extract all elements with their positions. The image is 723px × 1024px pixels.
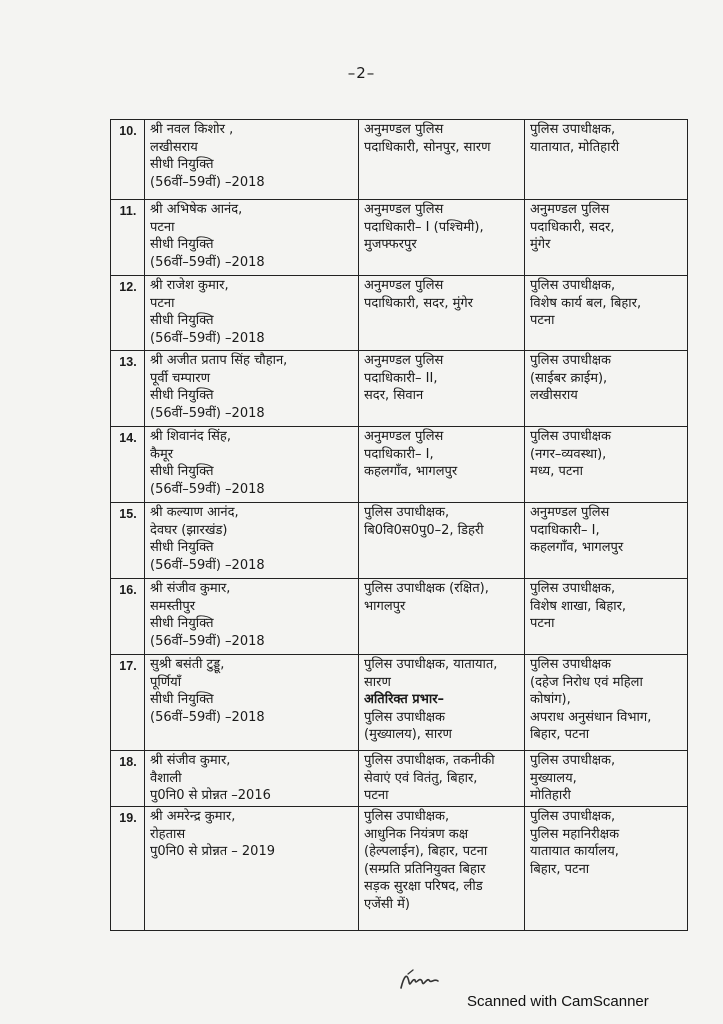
serial-number-cell: 16.	[111, 579, 145, 655]
cell-text-line: पुलिस उपाधीक्षक,	[530, 122, 616, 137]
page-number: –2–	[347, 64, 376, 82]
new-post-cell	[525, 276, 688, 351]
current-post-cell	[359, 120, 525, 200]
current-post-cell	[359, 276, 525, 351]
cell-text-line: पुलिस उपाधीक्षक (रक्षित),	[364, 581, 489, 596]
cell-text-line: मध्य, पटना	[530, 464, 583, 479]
cell-text-line: पदाधिकारी– I,	[364, 446, 434, 462]
serial-number-cell: 19.	[111, 807, 145, 931]
cell-text-line: श्री शिवानंद सिंह,	[150, 429, 231, 444]
cell-text-line: (सम्प्रति प्रतिनियुक्त बिहार	[364, 861, 486, 877]
officer-cell	[145, 351, 359, 427]
cell-text-line: बि0वि0स0पु0–2, डिहरी	[364, 522, 484, 538]
cell-text-line: श्री अभिषेक आनंद,	[150, 202, 243, 217]
cell-text-line: पुलिस उपाधीक्षक,	[530, 753, 616, 768]
new-post-cell	[525, 200, 688, 276]
cell-text-line: पदाधिकारी, सदर,	[530, 219, 615, 235]
cell-text-line: बिहार, पटना	[530, 861, 590, 877]
table-row	[111, 427, 688, 503]
cell-text-line: श्री नवल किशोर ,	[150, 122, 234, 137]
officer-cell	[145, 655, 359, 751]
cell-text-line: मुंगेर	[530, 237, 551, 252]
cell-text-line: आधुनिक नियंत्रण कक्ष	[364, 826, 469, 842]
cell-text-line: (56वीं–59वीं) –2018	[150, 405, 265, 421]
cell-text-line: सड़क सुरक्षा परिषद, लीड	[364, 879, 483, 894]
cell-text-line: पुलिस उपाधीक्षक,	[530, 278, 616, 293]
cell-text-line: पुलिस उपाधीक्षक, तकनीकी	[364, 753, 495, 768]
cell-text-line: विशेष शाखा, बिहार,	[530, 598, 627, 614]
cell-text-line: पुलिस उपाधीक्षक,	[364, 505, 450, 520]
officer-cell	[145, 276, 359, 351]
cell-text-line: यातायात, मोतिहारी	[530, 139, 620, 155]
table-row	[111, 655, 688, 751]
serial-number-cell: 17.	[111, 655, 145, 751]
cell-text-line: (दहेज निरोध एवं महिला	[530, 674, 643, 690]
officer-cell	[145, 427, 359, 503]
current-post-cell	[359, 503, 525, 579]
cell-text-line: सदर, सिवान	[364, 388, 424, 403]
cell-text-line: अनुमण्डल पुलिस	[364, 278, 444, 293]
cell-text-line: (56वीं–59वीं) –2018	[150, 709, 265, 725]
cell-text-line: सीधी नियुक्ति	[150, 540, 214, 555]
cell-text-line: अनुमण्डल पुलिस	[364, 122, 444, 137]
serial-number-cell: 10.	[111, 120, 145, 200]
posting-table	[110, 119, 688, 931]
cell-text-line: सीधी नियुक्ति	[150, 692, 214, 707]
cell-text-line: श्री अमरेन्द्र कुमार,	[150, 809, 236, 824]
new-post-cell	[525, 655, 688, 751]
cell-text-line: रोहतास	[150, 826, 186, 842]
table-body	[111, 120, 688, 931]
cell-text-line: पुलिस उपाधीक्षक, यातायात,	[364, 657, 498, 672]
cell-text-line: पटना	[150, 219, 175, 235]
cell-text-line: अपराध अनुसंधान विभाग,	[530, 709, 652, 725]
cell-text-line: सेवाएं एवं वितंतु, बिहार,	[364, 770, 478, 786]
cell-text-line: पदाधिकारी, सोनपुर, सारण	[364, 139, 491, 155]
serial-number-cell: 12.	[111, 276, 145, 351]
cell-text-line: अनुमण्डल पुलिस	[530, 202, 610, 217]
signature-image	[398, 966, 442, 994]
table-row	[111, 351, 688, 427]
officer-cell	[145, 120, 359, 200]
table-row	[111, 579, 688, 655]
cell-text-line: पुलिस उपाधीक्षक,	[530, 581, 616, 596]
new-post-cell	[525, 503, 688, 579]
cell-text-line: पटना	[530, 313, 555, 328]
cell-text-line: मोतिहारी	[530, 788, 571, 803]
cell-text-line: पुलिस उपाधीक्षक	[530, 353, 612, 368]
current-post-cell	[359, 427, 525, 503]
cell-text-line: (हेल्पलाईन), बिहार, पटना	[364, 844, 488, 859]
cell-text-line: सीधी नियुक्ति	[150, 388, 214, 403]
cell-text-line: पु0नि0 से प्रोन्नत –2016	[150, 788, 271, 803]
cell-text-line: पदाधिकारी– I (पश्चिमी),	[364, 219, 484, 235]
cell-text-line: (56वीं–59वीं) –2018	[150, 330, 265, 346]
new-post-cell	[525, 427, 688, 503]
cell-text-line: कोषांग),	[530, 692, 571, 707]
cell-text-line: अनुमण्डल पुलिस	[364, 202, 444, 217]
cell-text-line: पदाधिकारी– II,	[364, 370, 438, 386]
serial-number-cell: 13.	[111, 351, 145, 427]
cell-text-line: पुलिस उपाधीक्षक,	[530, 809, 616, 824]
officer-cell	[145, 807, 359, 931]
cell-text-line: पुलिस महानिरीक्षक	[530, 826, 620, 842]
officer-cell	[145, 503, 359, 579]
cell-text-line: लखीसराय	[150, 139, 198, 155]
cell-text-line: सारण	[364, 674, 391, 690]
serial-number-cell: 14.	[111, 427, 145, 503]
cell-text-line: समस्तीपुर	[150, 598, 196, 614]
table-row	[111, 807, 688, 931]
current-post-cell	[359, 751, 525, 807]
serial-number-cell: 11.	[111, 200, 145, 276]
cell-text-line: पुलिस उपाधीक्षक	[364, 709, 446, 725]
table-row	[111, 276, 688, 351]
cell-text-line: बिहार, पटना	[530, 727, 590, 742]
table-row	[111, 120, 688, 200]
cell-text-line: पूर्णियाँ	[150, 674, 182, 690]
new-post-cell	[525, 351, 688, 427]
cell-text-line: कहलगाँव, भागलपुर	[364, 464, 458, 479]
current-post-cell	[359, 579, 525, 655]
table-row	[111, 503, 688, 579]
cell-text-line: (56वीं–59वीं) –2018	[150, 174, 265, 190]
cell-text-line: विशेष कार्य बल, बिहार,	[530, 295, 642, 311]
cell-text-line: एजेंसी में)	[364, 896, 410, 912]
cell-text-line: पटना	[364, 788, 389, 803]
cell-text-line: पुलिस उपाधीक्षक,	[364, 809, 450, 824]
cell-text-line: पूर्वी चम्पारण	[150, 370, 210, 386]
cell-text-line: लखीसराय	[530, 388, 578, 403]
cell-text-line: श्री राजेश कुमार,	[150, 278, 229, 293]
current-post-cell	[359, 351, 525, 427]
cell-text-line: पटना	[150, 295, 175, 311]
cell-text-line: श्री संजीव कुमार,	[150, 753, 231, 768]
new-post-cell	[525, 751, 688, 807]
cell-text-line: श्री अजीत प्रताप सिंह चौहान,	[150, 353, 288, 368]
cell-text-line: अनुमण्डल पुलिस	[364, 353, 444, 368]
cell-text-line: सीधी नियुक्ति	[150, 616, 214, 631]
current-post-cell	[359, 655, 525, 751]
cell-text-line: यातायात कार्यालय,	[530, 844, 619, 859]
current-post-cell	[359, 807, 525, 931]
table-row	[111, 751, 688, 807]
table-row	[111, 200, 688, 276]
cell-text-line: (56वीं–59वीं) –2018	[150, 254, 265, 270]
cell-text-line: भागलपुर	[364, 598, 406, 614]
cell-text-line: सुश्री बसंती टुड्डू,	[150, 657, 225, 672]
serial-number-cell: 18.	[111, 751, 145, 807]
cell-text-line: कैमूर	[150, 446, 174, 462]
officer-cell	[145, 200, 359, 276]
cell-text-line: पटना	[530, 616, 555, 631]
camscanner-watermark: Scanned with CamScanner	[467, 993, 649, 1010]
new-post-cell	[525, 120, 688, 200]
cell-text-line: पुलिस उपाधीक्षक	[530, 657, 612, 672]
cell-text-line: (साईबर क्राईम),	[530, 370, 608, 386]
officer-cell	[145, 751, 359, 807]
cell-text-line: (56वीं–59वीं) –2018	[150, 481, 265, 497]
cell-text-line: सीधी नियुक्ति	[150, 313, 214, 328]
cell-text-line: सीधी नियुक्ति	[150, 157, 214, 172]
cell-text-line: कहलगाँव, भागलपुर	[530, 540, 624, 555]
officer-cell	[145, 579, 359, 655]
cell-text-line: सीधी नियुक्ति	[150, 237, 214, 252]
new-post-cell	[525, 579, 688, 655]
cell-text-line: पु0नि0 से प्रोन्नत – 2019	[150, 844, 275, 859]
cell-text-line: श्री कल्याण आनंद,	[150, 505, 239, 520]
cell-text-line: मुख्यालय,	[530, 770, 577, 786]
cell-text-line: अनुमण्डल पुलिस	[364, 429, 444, 444]
cell-text-line: वैशाली	[150, 770, 182, 786]
cell-text-line: पदाधिकारी– I,	[530, 522, 600, 538]
new-post-cell	[525, 807, 688, 931]
cell-text-line: मुजफ्फरपुर	[364, 237, 417, 252]
cell-text-line: अतिरिक्त प्रभार–	[364, 692, 445, 707]
cell-text-line: पदाधिकारी, सदर, मुंगेर	[364, 295, 473, 311]
cell-text-line: पुलिस उपाधीक्षक	[530, 429, 612, 444]
cell-text-line: (56वीं–59वीं) –2018	[150, 633, 265, 649]
cell-text-line: सीधी नियुक्ति	[150, 464, 214, 479]
cell-text-line: देवघर (झारखंड)	[150, 522, 228, 538]
cell-text-line: श्री संजीव कुमार,	[150, 581, 231, 596]
serial-number-cell: 15.	[111, 503, 145, 579]
cell-text-line: (नगर–व्यवस्था),	[530, 446, 607, 462]
cell-text-line: अनुमण्डल पुलिस	[530, 505, 610, 520]
cell-text-line: (56वीं–59वीं) –2018	[150, 557, 265, 573]
current-post-cell	[359, 200, 525, 276]
cell-text-line: (मुख्यालय), सारण	[364, 727, 452, 742]
